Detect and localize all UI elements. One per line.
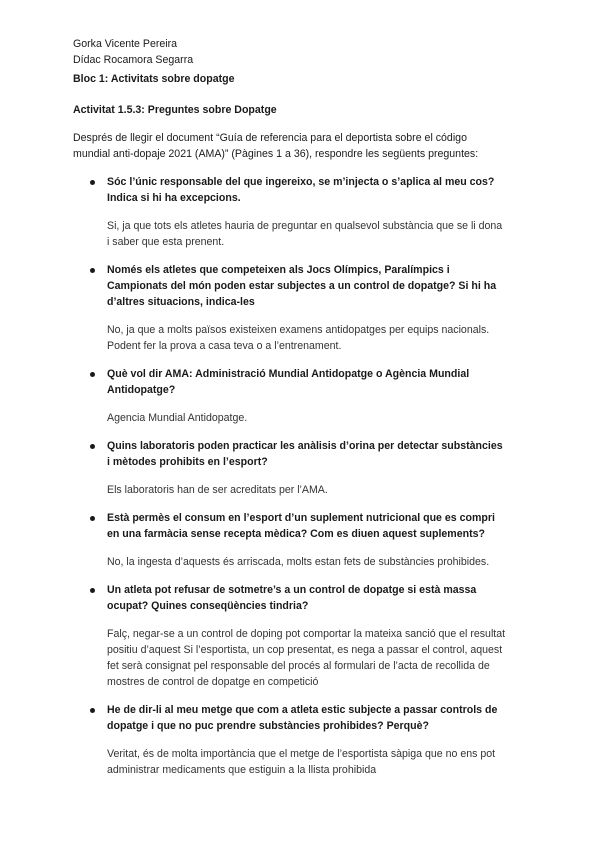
intro-line-2: mundial anti-dopaje 2021 (AMA)” (Pàgines 1 a 36), respondre les següents preguntes: [73, 148, 479, 160]
question-4-line-2: i mètodes prohibits en l’esport? [107, 456, 268, 468]
question-3-line-2: Antidopatge? [107, 384, 176, 396]
answer-6-line-4: mostres de control de dopatge en competició [107, 676, 319, 688]
question-7-line-1: He de dir-li al meu metge que com a atleta estic subjecte a passar controls de [107, 704, 498, 716]
answer-7-line-2: administrar medicaments que estiguin a la llista prohibida [107, 764, 377, 776]
answer-1-line-2: i saber que esta prenent. [107, 236, 225, 248]
bullet-icon [90, 516, 95, 521]
question-4-line-1: Quins laboratoris poden practicar les anàlisis d’orina per detectar substàncies [107, 440, 503, 452]
question-3-line-1: Què vol dir AMA: Administració Mundial Antidopatge o Agència Mundial [107, 368, 470, 380]
question-6-line-1: Un atleta pot refusar de sotmetre’s a un control de dopatge si està massa [107, 584, 477, 596]
author-2: Dídac Rocamora Segarra [73, 54, 194, 66]
block-title: Bloc 1: Activitats sobre dopatge [73, 73, 235, 85]
bullet-icon [90, 708, 95, 713]
question-7-line-2: dopatge i que no puc prendre substàncies prohibides? Perquè? [107, 720, 429, 732]
question-5-line-1: Està permès el consum en l’esport d’un suplement nutricional que es compri [107, 512, 495, 524]
answer-7-line-1: Veritat, és de molta importància que el metge de l’esportista sàpiga que no ens pot [107, 748, 496, 760]
question-2-line-2: Campionats del món poden estar subjectes a un control de dopatge? Si hi ha [107, 280, 497, 292]
question-2-line-3: d’altres situacions, indica-les [107, 296, 255, 308]
bullet-icon [90, 444, 95, 449]
question-6-line-2: ocupat? Quines conseqüències tindria? [107, 600, 309, 612]
answer-6-line-1: Falç, negar-se a un control de doping pot comportar la mateixa sanció que el resultat [107, 628, 506, 640]
answer-2-line-1: No, ja que a molts països existeixen examens antidopatges per equips nacionals. [107, 324, 490, 336]
question-2-line-1: Només els atletes que competeixen als Jocs Olímpics, Paralímpics i [107, 264, 450, 276]
question-5-line-2: en una farmàcia sense recepta mèdica? Com es diuen aquest suplements? [107, 528, 485, 540]
question-1-line-2: Indica si hi ha excepcions. [107, 192, 241, 204]
answer-1-line-1: Si, ja que tots els atletes hauria de preguntar en qualsevol substància que se li dona [107, 220, 503, 232]
answer-2-line-2: Podent fer la prova a casa teva o a l’entrenament. [107, 340, 342, 352]
bullet-icon [90, 372, 95, 377]
answer-3-line-1: Agencia Mundial Antidopatge. [107, 412, 248, 424]
intro-line-1: Després de llegir el document “Guía de referencia para el deportista sobre el código [73, 132, 467, 144]
author-1: Gorka Vicente Pereira [73, 38, 178, 50]
bullet-icon [90, 588, 95, 593]
answer-6-line-2: positiu d’aquest Si l’esportista, un cop presentat, es nega a passar el control, aquest [107, 644, 503, 656]
answer-6-line-3: fet serà consignat pel responsable del procés al formulari de l’acta de recollida de [107, 660, 490, 672]
bullet-icon [90, 180, 95, 185]
question-1-line-1: Sóc l’únic responsable del que ingereixo, se m’injecta o s’aplica al meu cos? [107, 176, 495, 188]
answer-5-line-1: No, la ingesta d’aquests és arriscada, molts estan fets de substàncies prohibides. [107, 556, 490, 568]
activity-title: Activitat 1.5.3: Preguntes sobre Dopatge [73, 104, 277, 116]
answer-4-line-1: Els laboratoris han de ser acreditats per l’AMA. [107, 484, 328, 496]
bullet-icon [90, 268, 95, 273]
